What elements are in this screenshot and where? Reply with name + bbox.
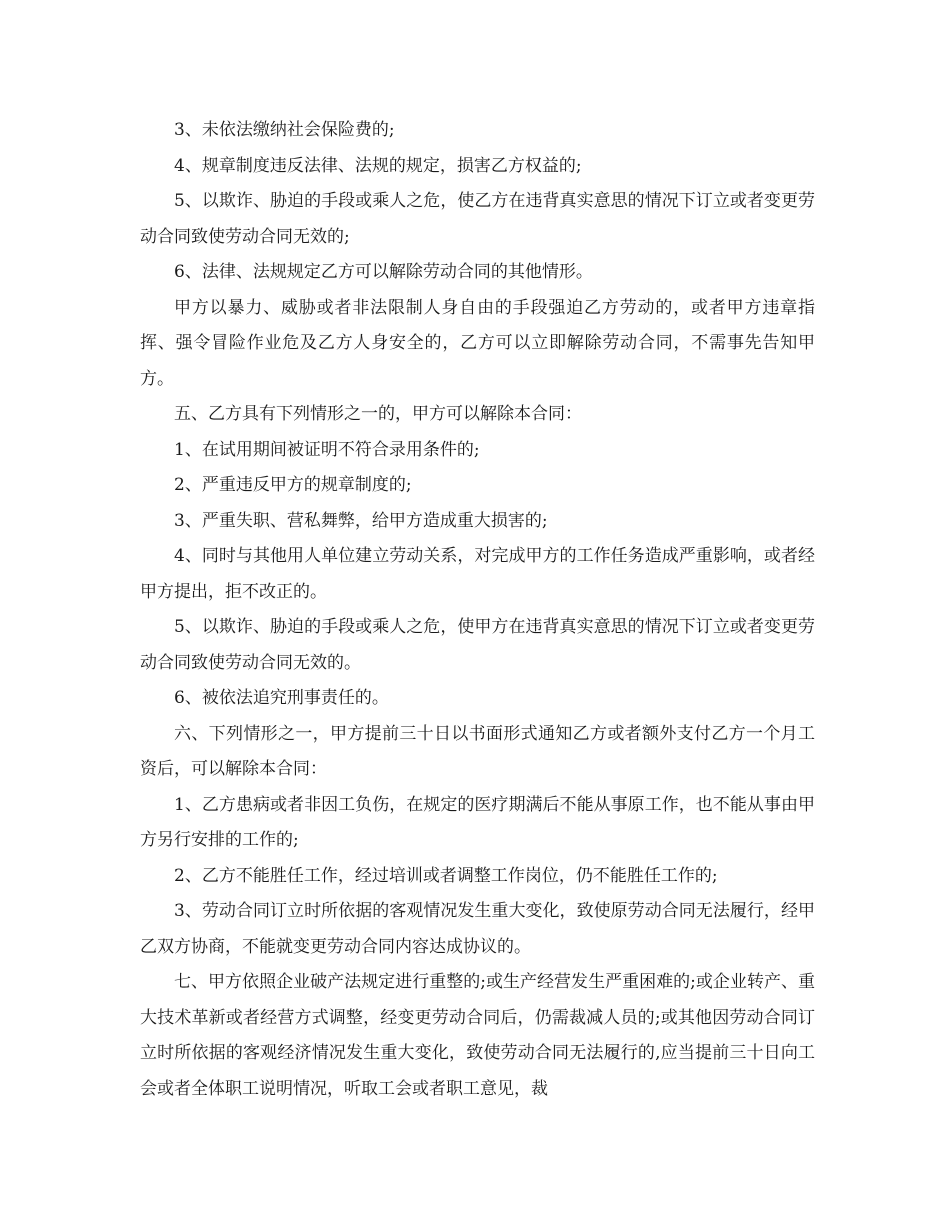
document-body: [140, 113, 815, 1107]
paragraph-serious-violation: 2、严重违反甲方的规章制度的;: [174, 475, 412, 495]
paragraph-clause-6-other-circumstances: 6、法律、法规规定乙方可以解除劳动合同的其他情形。: [174, 262, 593, 282]
paragraph-incompetence: 2、乙方不能胜任工作，经过培训或者调整工作岗位，仍不能胜任工作的;: [174, 865, 718, 886]
section-heading-7: 七、甲方依照企业破产法规定进行重整的;或生产经营发生严重困难的;或企业转产、重大技术革新或者经营方式调整，经变更劳动合同后，仍需裁减人员的;或其他因劳动合同订立时所依据的客观经济情况发生重大变化，致使劳动合同无法履行的,应当提前三十日向工会或者全体职工说明情况，听取工会或者职工意见，裁: [140, 972, 815, 1099]
section-heading-6: 六、下列情形之一，甲方提前三十日以书面形式通知乙方或者额外支付乙方一个月工资后，可以解除本合同：: [140, 723, 815, 779]
paragraph-dereliction: 3、严重失职、营私舞弊，给甲方造成重大损害的;: [174, 510, 548, 531]
paragraph-clause-3-social-insurance: 3、未依法缴纳社会保险费的;: [174, 120, 395, 140]
paragraph-clause-5-fraud-coercion: 5、以欺诈、胁迫的手段或乘人之危，使乙方在违背真实意思的情况下订立或者变更劳动合同致使劳动合同无效的;: [140, 191, 815, 247]
paragraph-fraud-party-a: 5、以欺诈、胁迫的手段或乘人之危，使甲方在违背真实意思的情况下订立或者变更劳动合同致使劳动合同无效的。: [140, 617, 815, 673]
section-heading-5: 五、乙方具有下列情形之一的，甲方可以解除本合同：: [174, 404, 582, 424]
paragraph-changed-circumstances: 3、劳动合同订立时所依据的客观情况发生重大变化，致使原劳动合同无法履行，经甲乙双方协商，不能就变更劳动合同内容达成协议的。: [140, 901, 815, 957]
paragraph-illness-injury: 1、乙方患病或者非因工负伤，在规定的医疗期满后不能从事原工作，也不能从事由甲方另行安排的工作的;: [140, 794, 815, 850]
paragraph-clause-4-rules-violation: 4、规章制度违反法律、法规的规定，损害乙方权益的;: [174, 155, 582, 176]
paragraph-criminal-liability: 6、被依法追究刑事责任的。: [174, 688, 389, 708]
paragraph-probation: 1、在试用期间被证明不符合录用条件的;: [174, 439, 480, 460]
paragraph-immediate-termination: 甲方以暴力、威胁或者非法限制人身自由的手段强迫乙方劳动的，或者甲方违章指挥、强令冒险作业危及乙方人身安全的，乙方可以立即解除劳动合同，不需事先告知甲方。: [140, 297, 815, 389]
paragraph-dual-employment: 4、同时与其他用人单位建立劳动关系，对完成甲方的工作任务造成严重影响，或者经甲方提出，拒不改正的。: [140, 546, 815, 602]
